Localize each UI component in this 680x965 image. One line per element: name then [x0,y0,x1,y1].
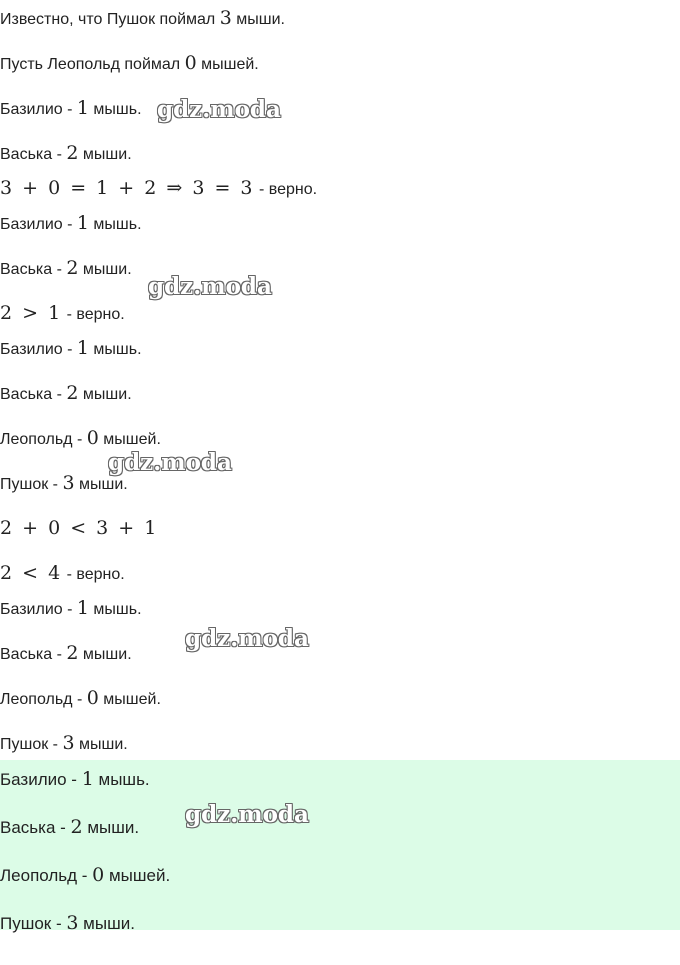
equation-line: 3 + 0 = 1 + 2 ⇒ 3 = 3 - верно. [0,177,318,199]
text-line: Известно, что Пушок поймал 3 мыши. [0,7,285,29]
text-line: Базилио - 1 мышь. [0,597,142,619]
text-line: Васька - 2 мыши. [0,142,132,164]
text-line: Пушок - 3 мыши. [0,732,128,754]
watermark: gdz.moda [108,449,232,476]
text-line: Пушок - 3 мыши. [0,472,128,494]
text-line: Базилио - 1 мышь. [0,212,142,234]
text-line: Васька - 2 мыши. [0,642,132,664]
answer-line: Леопольд - 0 мышей. [0,864,171,886]
text-line: Пусть Леопольд поймал 0 мышей. [0,52,259,74]
equation-line: 2 < 4 - верно. [0,562,125,584]
text-line: Базилио - 1 мышь. [0,97,142,119]
watermark: gdz.moda [185,625,309,652]
answer-line: Пушок - 3 мыши. [0,912,135,934]
text-line: Леопольд - 0 мышей. [0,687,161,709]
text-line: Базилио - 1 мышь. [0,337,142,359]
answer-line: Базилио - 1 мышь. [0,768,150,790]
answer-line: Васька - 2 мыши. [0,816,140,838]
answer-box [0,760,680,934]
equation-line: 2 > 1 - верно. [0,302,125,324]
text-line: Васька - 2 мыши. [0,382,132,404]
watermark: gdz.moda [157,96,281,123]
text-line: Васька - 2 мыши. [0,257,132,279]
watermark: gdz.moda [148,273,272,300]
watermark: gdz.moda [185,801,309,828]
equation-line: 2 + 0 < 3 + 1 [0,517,159,539]
text-line: Леопольд - 0 мышей. [0,427,161,449]
